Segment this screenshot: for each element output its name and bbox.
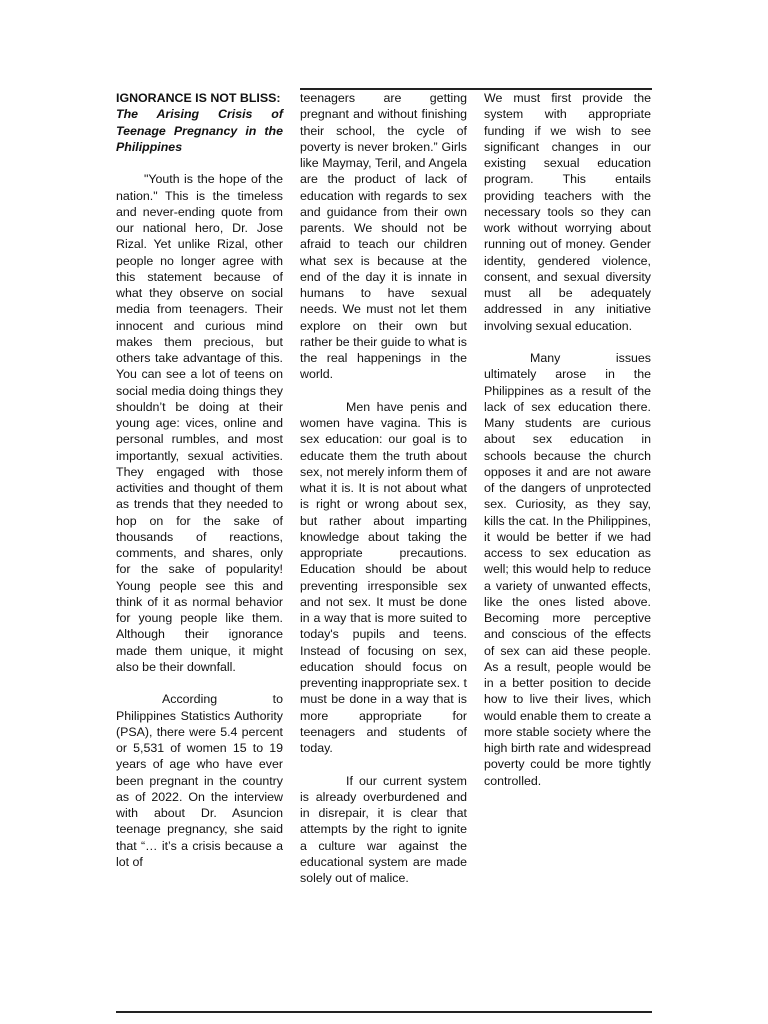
paragraph: Men have penis and women have vagina. This is sex education: our goal is to educate them the truth about sex, not merely inform them of what it is. It is not about what is right or wrong about sex, but rather about imparting knowledge about taking the appropriate precautions. Education should be about preventing irresponsible sex and not sex. It must be done in a way that is more suited to today's pupils and teens. Instead of focusing on sex, education should focus on preventing inappropriate sex. t must be done in a way that is more appropriate for teenagers and students of today. bbox=[300, 399, 467, 755]
paragraph: If our current system is already overburdened and in disrepair, it is clear that attempts by the right to ignite a culture war against the educational system are made solely out of malice. bbox=[300, 773, 467, 885]
paragraph: Many issues ultimately arose in the Philippines as a result of the lack of sex education there. Many students are curious about sex education in schools because the church opposes it and are not aware of the dangers of unprotected sex. Curiosity, as they say, kills the cat. In the Philippines, it would be better if we had access to sex education as well; this would help to reduce a variety of unwanted effects, like the ones listed above. Becoming more perceptive and conscious of the effects of sex can aid these people. As a result, people would be in a better position to decide how to live their lives, which would enable them to create a more stable society where the high birth rate and widespread poverty could be more tightly controlled. bbox=[484, 351, 651, 788]
column-1 bbox=[116, 90, 283, 886]
column-3 bbox=[484, 90, 651, 805]
column-2 bbox=[300, 90, 467, 903]
paragraph: teenagers are getting pregnant and without finishing their school, the cycle of poverty is never broken.” Girls like Maymay, Teril, and Angela are the product of lack of education with regards to sex and guidance from their own parents. We should not be afraid to teach our children what sex is because at the end of the day it is innate in humans to have sexual needs. We must not let them explore on their own but rather be their guide to what is the real happenings in the world. bbox=[300, 91, 467, 382]
paragraph: "Youth is the hope of the nation." This is the timeless and never-ending quote from our national hero, Dr. Jose Rizal. Yet unlike Rizal, other people no longer agree with this statement because of what they observe on social media from teenagers. Their innocent and curious mind makes them precious, but others take advantage of this. You can see a lot of teens on social media doing things they shouldn’t be doing at their young age: vices, online and personal rumbles, and most importantly, sexual activities. They engaged with those activities and thought of them as trends that they needed to hop on for the sake of thousands of reactions, comments, and shares, only for the sake of popularity! Young people see this and think of it as normal behavior for young people like them. Although their ignorance made them unique, it might also be their downfall. bbox=[116, 172, 283, 674]
article-subtitle: The Arising Crisis of Teenage Pregnancy in the Philippines bbox=[116, 107, 283, 154]
paragraph: According to Philippines Statistics Authority (PSA), there were 5.4 percent or 5,531 of women 15 to 19 years of age who have ever been pregnant in the country as of 2022. On the interview with about Dr. Asuncion teenage pregnancy, she said that “… it’s a crisis because a lot of bbox=[116, 692, 283, 869]
bottom-rule bbox=[116, 1011, 652, 1013]
article-title: IGNORANCE IS NOT BLISS: bbox=[116, 91, 281, 105]
paragraph: We must first provide the system with appropriate funding if we wish to see significant changes in our existing sexual education program. This entails providing teachers with the necessary tools so they can work without worrying about running out of money. Gender identity, gendered violence, consent, and sexual diversity must all be adequately addressed in any initiative involving sexual education. bbox=[484, 91, 651, 333]
